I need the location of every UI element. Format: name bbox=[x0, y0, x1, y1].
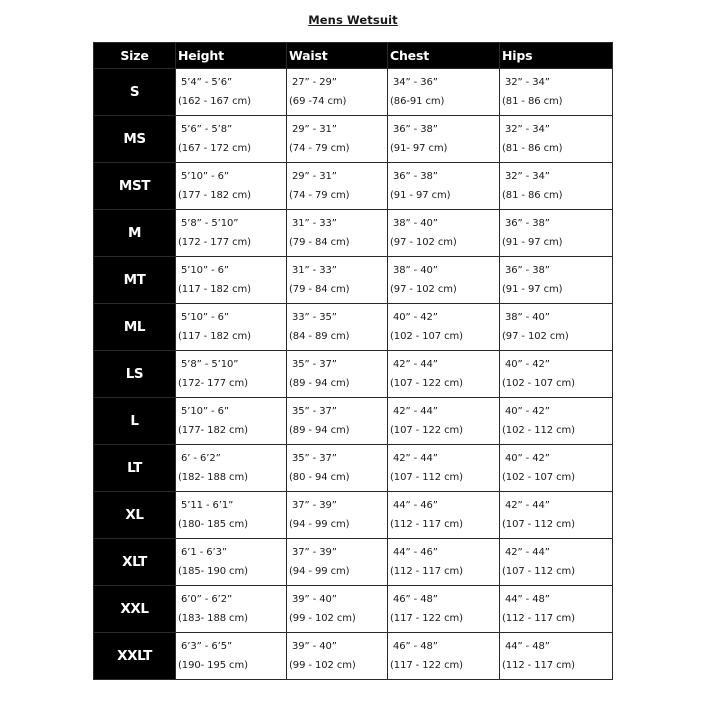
height-metric: (185- 190 cm) bbox=[178, 566, 248, 577]
height-cell bbox=[176, 116, 287, 163]
hips-cell bbox=[500, 304, 613, 351]
header-hips: Hips bbox=[500, 43, 613, 69]
height-cell bbox=[176, 398, 287, 445]
chest-imperial: 42” - 44” bbox=[393, 406, 438, 417]
hips-cell bbox=[500, 633, 613, 680]
chest-cell bbox=[388, 69, 500, 116]
hips-imperial: 42” - 44” bbox=[505, 547, 550, 558]
waist-metric: (89 - 94 cm) bbox=[289, 425, 350, 436]
chest-metric: (117 - 122 cm) bbox=[390, 613, 463, 624]
chest-imperial: 36” - 38” bbox=[393, 124, 438, 135]
chest-cell bbox=[388, 210, 500, 257]
chest-cell bbox=[388, 539, 500, 586]
chest-imperial: 44” - 46” bbox=[393, 547, 438, 558]
chest-imperial: 36” - 38” bbox=[393, 171, 438, 182]
header-row bbox=[94, 43, 613, 69]
height-metric: (167 - 172 cm) bbox=[178, 143, 251, 154]
height-cell bbox=[176, 586, 287, 633]
table-row bbox=[94, 210, 613, 257]
height-metric: (182- 188 cm) bbox=[178, 472, 248, 483]
chest-metric: (91- 97 cm) bbox=[390, 143, 448, 154]
hips-cell bbox=[500, 210, 613, 257]
height-metric: (172 - 177 cm) bbox=[178, 237, 251, 248]
waist-cell bbox=[287, 398, 388, 445]
waist-imperial: 31” - 33” bbox=[292, 218, 337, 229]
height-cell bbox=[176, 69, 287, 116]
height-metric: (117 - 182 cm) bbox=[178, 284, 251, 295]
chest-imperial: 44” - 46” bbox=[393, 500, 438, 511]
hips-metric: (81 - 86 cm) bbox=[502, 96, 563, 107]
size-label: L bbox=[94, 398, 176, 445]
waist-cell bbox=[287, 257, 388, 304]
chest-cell bbox=[388, 633, 500, 680]
header-waist: Waist bbox=[287, 43, 388, 69]
height-metric: (117 - 182 cm) bbox=[178, 331, 251, 342]
waist-cell bbox=[287, 539, 388, 586]
size-label: LS bbox=[94, 351, 176, 398]
hips-metric: (102 - 107 cm) bbox=[502, 472, 575, 483]
height-cell bbox=[176, 539, 287, 586]
hips-imperial: 40” - 42” bbox=[505, 406, 550, 417]
waist-cell bbox=[287, 304, 388, 351]
chest-metric: (97 - 102 cm) bbox=[390, 237, 457, 248]
chest-cell bbox=[388, 398, 500, 445]
chest-metric: (86-91 cm) bbox=[390, 96, 445, 107]
chest-metric: (117 - 122 cm) bbox=[390, 660, 463, 671]
waist-imperial: 29” - 31” bbox=[292, 124, 337, 135]
height-imperial: 5’11 - 6’1” bbox=[181, 500, 234, 511]
hips-imperial: 40” - 42” bbox=[505, 359, 550, 370]
chest-metric: (107 - 122 cm) bbox=[390, 378, 463, 389]
waist-cell bbox=[287, 492, 388, 539]
size-label: LT bbox=[94, 445, 176, 492]
waist-imperial: 27” - 29” bbox=[292, 77, 337, 88]
waist-metric: (84 - 89 cm) bbox=[289, 331, 350, 342]
height-cell bbox=[176, 304, 287, 351]
hips-cell bbox=[500, 351, 613, 398]
waist-metric: (99 - 102 cm) bbox=[289, 613, 356, 624]
hips-metric: (81 - 86 cm) bbox=[502, 190, 563, 201]
height-metric: (162 - 167 cm) bbox=[178, 96, 251, 107]
hips-imperial: 44” - 48” bbox=[505, 641, 550, 652]
waist-metric: (89 - 94 cm) bbox=[289, 378, 350, 389]
height-imperial: 5’10” - 6” bbox=[181, 406, 229, 417]
size-label: M bbox=[94, 210, 176, 257]
size-label: MT bbox=[94, 257, 176, 304]
height-imperial: 5’10” - 6” bbox=[181, 312, 229, 323]
waist-imperial: 31” - 33” bbox=[292, 265, 337, 276]
size-label: XL bbox=[94, 492, 176, 539]
hips-metric: (107 - 112 cm) bbox=[502, 519, 575, 530]
hips-metric: (91 - 97 cm) bbox=[502, 284, 563, 295]
waist-cell bbox=[287, 69, 388, 116]
height-cell bbox=[176, 163, 287, 210]
hips-metric: (102 - 112 cm) bbox=[502, 425, 575, 436]
hips-metric: (112 - 117 cm) bbox=[502, 660, 575, 671]
waist-imperial: 37” - 39” bbox=[292, 500, 337, 511]
height-cell bbox=[176, 492, 287, 539]
table-row bbox=[94, 69, 613, 116]
chest-imperial: 46” - 48” bbox=[393, 641, 438, 652]
chest-imperial: 46” - 48” bbox=[393, 594, 438, 605]
chest-imperial: 42” - 44” bbox=[393, 453, 438, 464]
height-metric: (183- 188 cm) bbox=[178, 613, 248, 624]
height-imperial: 5’10” - 6” bbox=[181, 171, 229, 182]
hips-imperial: 36” - 38” bbox=[505, 265, 550, 276]
hips-cell bbox=[500, 398, 613, 445]
table-row bbox=[94, 257, 613, 304]
height-metric: (177- 182 cm) bbox=[178, 425, 248, 436]
hips-cell bbox=[500, 257, 613, 304]
chest-metric: (107 - 112 cm) bbox=[390, 472, 463, 483]
hips-imperial: 44” - 48” bbox=[505, 594, 550, 605]
chest-imperial: 38” - 40” bbox=[393, 218, 438, 229]
chest-cell bbox=[388, 304, 500, 351]
size-label: ML bbox=[94, 304, 176, 351]
height-metric: (190- 195 cm) bbox=[178, 660, 248, 671]
waist-cell bbox=[287, 351, 388, 398]
height-metric: (180- 185 cm) bbox=[178, 519, 248, 530]
waist-metric: (74 - 79 cm) bbox=[289, 190, 350, 201]
table-row bbox=[94, 492, 613, 539]
size-label: S bbox=[94, 69, 176, 116]
hips-metric: (107 - 112 cm) bbox=[502, 566, 575, 577]
chest-imperial: 38” - 40” bbox=[393, 265, 438, 276]
chest-cell bbox=[388, 257, 500, 304]
header-chest: Chest bbox=[388, 43, 500, 69]
hips-metric: (91 - 97 cm) bbox=[502, 237, 563, 248]
table-row bbox=[94, 351, 613, 398]
hips-imperial: 42” - 44” bbox=[505, 500, 550, 511]
hips-cell bbox=[500, 445, 613, 492]
table-row bbox=[94, 398, 613, 445]
table-row bbox=[94, 586, 613, 633]
waist-imperial: 35” - 37” bbox=[292, 406, 337, 417]
height-cell bbox=[176, 351, 287, 398]
chest-metric: (107 - 122 cm) bbox=[390, 425, 463, 436]
hips-imperial: 36” - 38” bbox=[505, 218, 550, 229]
hips-cell bbox=[500, 116, 613, 163]
chest-cell bbox=[388, 116, 500, 163]
chest-cell bbox=[388, 351, 500, 398]
chest-metric: (112 - 117 cm) bbox=[390, 566, 463, 577]
waist-cell bbox=[287, 210, 388, 257]
waist-metric: (74 - 79 cm) bbox=[289, 143, 350, 154]
height-cell bbox=[176, 210, 287, 257]
hips-cell bbox=[500, 163, 613, 210]
waist-imperial: 35” - 37” bbox=[292, 359, 337, 370]
waist-metric: (99 - 102 cm) bbox=[289, 660, 356, 671]
chest-cell bbox=[388, 163, 500, 210]
chest-metric: (112 - 117 cm) bbox=[390, 519, 463, 530]
chest-metric: (102 - 107 cm) bbox=[390, 331, 463, 342]
page-title: Mens Wetsuit bbox=[308, 13, 398, 27]
height-imperial: 6’3” - 6’5” bbox=[181, 641, 233, 652]
waist-metric: (94 - 99 cm) bbox=[289, 519, 350, 530]
chest-cell bbox=[388, 445, 500, 492]
chest-imperial: 34” - 36” bbox=[393, 77, 438, 88]
chest-imperial: 40” - 42” bbox=[393, 312, 438, 323]
hips-cell bbox=[500, 539, 613, 586]
hips-cell bbox=[500, 586, 613, 633]
chest-imperial: 42” - 44” bbox=[393, 359, 438, 370]
size-label: XLT bbox=[94, 539, 176, 586]
size-label: MST bbox=[94, 163, 176, 210]
hips-imperial: 38” - 40” bbox=[505, 312, 550, 323]
height-metric: (172- 177 cm) bbox=[178, 378, 248, 389]
height-imperial: 5’4” - 5’6” bbox=[181, 77, 233, 88]
header-size: Size bbox=[94, 43, 176, 69]
chest-cell bbox=[388, 492, 500, 539]
height-imperial: 5’8” - 5’10” bbox=[181, 359, 239, 370]
waist-cell bbox=[287, 633, 388, 680]
hips-cell bbox=[500, 69, 613, 116]
waist-metric: (79 - 84 cm) bbox=[289, 237, 350, 248]
waist-cell bbox=[287, 445, 388, 492]
table-row bbox=[94, 163, 613, 210]
waist-metric: (94 - 99 cm) bbox=[289, 566, 350, 577]
table-row bbox=[94, 116, 613, 163]
height-metric: (177 - 182 cm) bbox=[178, 190, 251, 201]
waist-metric: (79 - 84 cm) bbox=[289, 284, 350, 295]
table-row bbox=[94, 445, 613, 492]
table-row bbox=[94, 539, 613, 586]
size-chart-table bbox=[93, 42, 613, 680]
table-row bbox=[94, 304, 613, 351]
header-height: Height bbox=[176, 43, 287, 69]
waist-imperial: 29” - 31” bbox=[292, 171, 337, 182]
hips-metric: (102 - 107 cm) bbox=[502, 378, 575, 389]
waist-imperial: 35” - 37” bbox=[292, 453, 337, 464]
hips-metric: (112 - 117 cm) bbox=[502, 613, 575, 624]
height-imperial: 5’10” - 6” bbox=[181, 265, 229, 276]
hips-metric: (81 - 86 cm) bbox=[502, 143, 563, 154]
hips-metric: (97 - 102 cm) bbox=[502, 331, 569, 342]
height-cell bbox=[176, 257, 287, 304]
size-label: MS bbox=[94, 116, 176, 163]
hips-imperial: 32” - 34” bbox=[505, 124, 550, 135]
height-imperial: 6’ - 6’2” bbox=[181, 453, 221, 464]
chest-metric: (91 - 97 cm) bbox=[390, 190, 451, 201]
hips-imperial: 40” - 42” bbox=[505, 453, 550, 464]
height-imperial: 6’0” - 6’2” bbox=[181, 594, 233, 605]
hips-imperial: 32” - 34” bbox=[505, 171, 550, 182]
hips-cell bbox=[500, 492, 613, 539]
height-imperial: 6’1 - 6’3” bbox=[181, 547, 227, 558]
size-label: XXL bbox=[94, 586, 176, 633]
chest-metric: (97 - 102 cm) bbox=[390, 284, 457, 295]
waist-imperial: 39” - 40” bbox=[292, 594, 337, 605]
size-label: XXLT bbox=[94, 633, 176, 680]
height-cell bbox=[176, 445, 287, 492]
hips-imperial: 32” - 34” bbox=[505, 77, 550, 88]
height-cell bbox=[176, 633, 287, 680]
height-imperial: 5’6” - 5’8” bbox=[181, 124, 233, 135]
chest-cell bbox=[388, 586, 500, 633]
height-imperial: 5’8” - 5’10” bbox=[181, 218, 239, 229]
waist-imperial: 39” - 40” bbox=[292, 641, 337, 652]
waist-imperial: 33” - 35” bbox=[292, 312, 337, 323]
size-rows bbox=[94, 69, 613, 680]
waist-imperial: 37” - 39” bbox=[292, 547, 337, 558]
waist-cell bbox=[287, 586, 388, 633]
waist-cell bbox=[287, 163, 388, 210]
table-row bbox=[94, 633, 613, 680]
waist-metric: (80 - 94 cm) bbox=[289, 472, 350, 483]
waist-metric: (69 -74 cm) bbox=[289, 96, 347, 107]
waist-cell bbox=[287, 116, 388, 163]
